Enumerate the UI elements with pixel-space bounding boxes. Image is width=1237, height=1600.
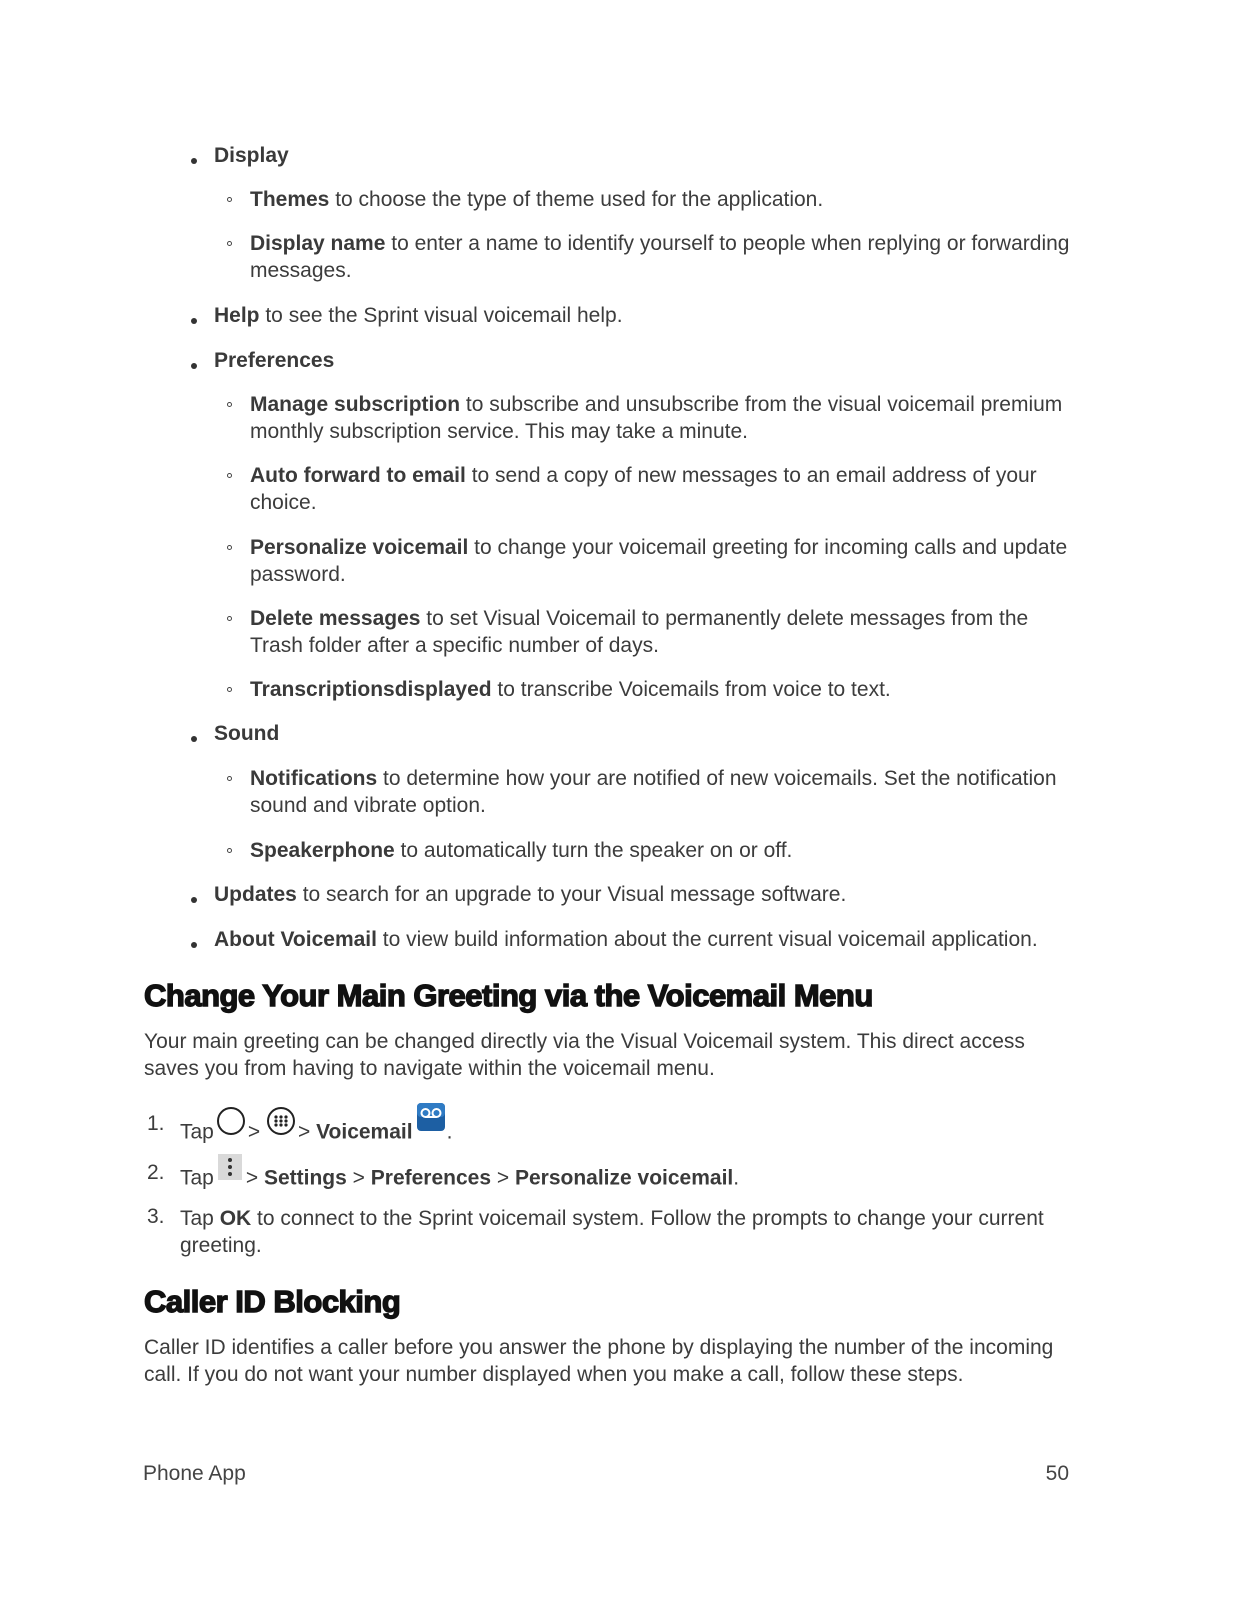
sub-bullet: [227, 241, 232, 246]
list-item-about-voicemail: About Voicemail to view build information about the current visual voicemail application.: [214, 928, 1038, 951]
bullet: [191, 897, 197, 903]
sub-bullet: [227, 848, 232, 853]
bullet: [191, 158, 197, 164]
bullet: [191, 318, 197, 324]
step-3: Tap OK to connect to the Sprint voicemail system. Follow the prompts to change your current greeting.: [180, 1207, 1044, 1257]
section-intro-caller-id-blocking: Caller ID identifies a caller before you answer the phone by displaying the number of the incoming call. If you do not want your number displayed when you make a call, follow these steps.: [144, 1336, 1054, 1386]
step-number: 2.: [147, 1161, 165, 1184]
section-heading-caller-id-blocking: Caller ID Blocking: [144, 1284, 401, 1319]
step-number: 1.: [147, 1112, 165, 1135]
bullet: [191, 736, 197, 742]
list-item-delete-messages: Delete messages to set Visual Voicemail to permanently delete messages from the Trash folder after a specific number of days.: [250, 607, 1029, 657]
list-item-manage-subscription: Manage subscription to subscribe and unsubscribe from the visual voicemail premium monthly subscription service. This may take a minute.: [250, 393, 1063, 443]
home-icon: [216, 1106, 246, 1152]
list-item-auto-forward: Auto forward to email to send a copy of new messages to an email address of your choice.: [250, 464, 1037, 514]
apps-icon: [266, 1106, 296, 1152]
bullet: [191, 942, 197, 948]
list-item-display-name: Display name to enter a name to identify yourself to people when replying or forwarding messages.: [250, 232, 1070, 282]
list-item-updates: Updates to search for an upgrade to your Visual message software.: [214, 883, 847, 906]
step-2: Tap > Settings > Preferences > Personalize voicemail.: [180, 1152, 1060, 1206]
step-number: 3.: [147, 1205, 165, 1228]
list-item-personalize-voicemail: Personalize voicemail to change your voicemail greeting for incoming calls and update password.: [250, 536, 1068, 586]
sub-bullet: [227, 687, 232, 692]
menu-icon: [218, 1152, 242, 1196]
footer-section-title: Phone App: [143, 1462, 246, 1485]
sub-bullet: [227, 545, 232, 550]
sub-bullet: [227, 473, 232, 478]
list-item-help: Help to see the Sprint visual voicemail help.: [214, 304, 623, 327]
list-item-notifications: Notifications to determine how your are notified of new voicemails. Set the notification sound and vibrate option.: [250, 767, 1057, 817]
sub-bullet: [227, 616, 232, 621]
section-intro-main-greeting: Your main greeting can be changed directly via the Visual Voicemail system. This direct access saves you from having to navigate within the voicemail menu.: [144, 1030, 1025, 1080]
sub-bullet: [227, 402, 232, 407]
sub-bullet: [227, 776, 232, 781]
list-item-preferences: Preferences: [214, 349, 335, 372]
bullet: [191, 363, 197, 369]
list-item-themes: Themes to choose the type of theme used for the application.: [250, 188, 824, 211]
list-item-transcriptions: Transcriptionsdisplayed to transcribe Voicemails from voice to text.: [250, 678, 891, 701]
list-item-speakerphone: Speakerphone to automatically turn the speaker on or off.: [250, 839, 793, 862]
list-item-display: Display: [214, 144, 289, 167]
footer-page-number: 50: [1045, 1462, 1069, 1485]
step-1: Tap > > Voicemail .: [180, 1103, 1060, 1163]
list-item-sound: Sound: [214, 722, 280, 745]
voicemail-icon: [417, 1103, 445, 1147]
section-heading-main-greeting: Change Your Main Greeting via the Voicemail Menu: [144, 978, 873, 1013]
sub-bullet: [227, 197, 232, 202]
